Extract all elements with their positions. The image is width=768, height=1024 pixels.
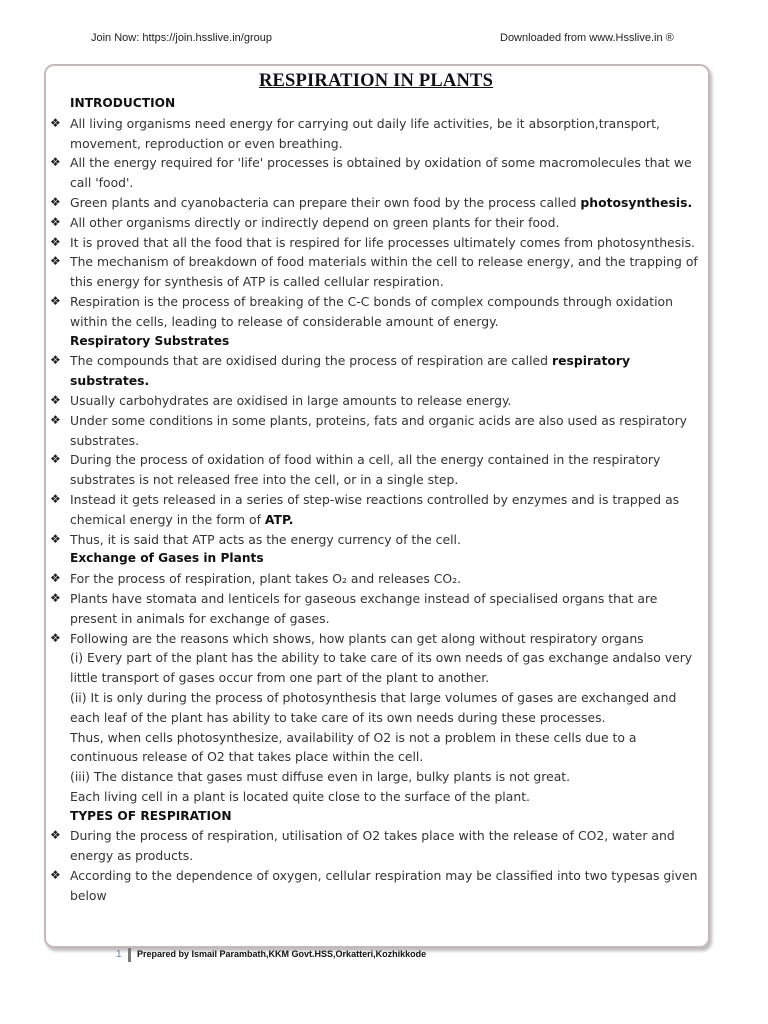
bullet-diamond-icon: ❖ bbox=[50, 353, 61, 368]
list-item: ❖ Plants have stomata and lenticels for gaseous exchange instead of specialised organs that are present in animals for exchange of gases. bbox=[50, 590, 658, 626]
footer-divider bbox=[128, 948, 131, 962]
bullet-diamond-icon: ❖ bbox=[50, 571, 61, 586]
list-item: ❖ All other organisms directly or indirectly depend on green plants for their food. bbox=[48, 213, 704, 233]
author-credit: Prepared by Ismail Parambath,KKM Govt.HSS,Orkatteri,Kozhikkode bbox=[137, 949, 427, 959]
paragraph: (i) Every part of the plant has the ability to take care of its own needs of gas exchange andalso very little transport of gases occur from one part of the plant to another. bbox=[70, 650, 693, 686]
section-heading-gas-exchange: Exchange of Gases in Plants bbox=[70, 551, 264, 566]
page-footer bbox=[0, 948, 768, 966]
list-item: ❖ Usually carbohydrates are oxidised in large amounts to release energy. bbox=[48, 391, 704, 411]
page-header bbox=[0, 32, 768, 48]
list-item: ❖ During the process of respiration, utilisation of O2 takes place with the release of CO2, water and energy as products. bbox=[50, 828, 675, 864]
bullet-diamond-icon: ❖ bbox=[50, 392, 61, 407]
bullet-diamond-icon: ❖ bbox=[50, 194, 61, 209]
bullet-diamond-icon: ❖ bbox=[50, 828, 61, 843]
bold-term: respiratory substrates. bbox=[70, 353, 631, 389]
list-item: ❖ Thus, it is said that ATP acts as the energy currency of the cell. bbox=[48, 530, 704, 550]
page-number: 1 bbox=[116, 949, 122, 960]
list-item: ❖ Following are the reasons which shows, how plants can get along without respiratory organs bbox=[48, 629, 704, 649]
bold-term: ATP. bbox=[264, 511, 294, 527]
document-body bbox=[48, 68, 704, 906]
document-title: RESPIRATION IN PLANTS bbox=[258, 71, 494, 91]
list-item: ❖ According to the dependence of oxygen, cellular respiration may be classified into two typesas given below bbox=[50, 868, 698, 903]
paragraph: Each living cell in a plant is located quite close to the surface of the plant. bbox=[70, 788, 530, 804]
list-item: ❖ For the process of respiration, plant takes O₂ and releases CO₂. bbox=[48, 569, 704, 589]
bullet-diamond-icon: ❖ bbox=[50, 214, 61, 229]
list-item: ❖ Under some conditions in some plants, proteins, fats and organic acids are also used as respiratory substrates. bbox=[50, 412, 688, 448]
paragraph: Thus, when cells photosynthesize, availability of O2 is not a problem in these cells due to a continuous release of O2 that takes place within the cell. bbox=[70, 729, 637, 765]
section-heading-types: TYPES OF RESPIRATION bbox=[70, 808, 232, 823]
list-item: ❖ The mechanism of breakdown of food materials within the cell to release energy, and the trapping of this energy for synthesis of ATP is called cellular respiration. bbox=[50, 254, 698, 290]
bullet-diamond-icon: ❖ bbox=[50, 412, 61, 427]
list-item: ❖ All the energy required for 'life' processes is obtained by oxidation of some macromolecules that we call 'food'. bbox=[50, 155, 692, 191]
download-source-text: Downloaded from www.Hsslive.in ® bbox=[500, 32, 674, 44]
bullet-diamond-icon: ❖ bbox=[50, 590, 61, 605]
section-heading-substrates: Respiratory Substrates bbox=[70, 333, 230, 348]
bullet-diamond-icon: ❖ bbox=[50, 293, 61, 308]
section-heading-introduction: INTRODUCTION bbox=[70, 96, 176, 110]
list-item: ❖ Respiration is the process of breaking of the C-C bonds of complex compounds through oxidation within the cells, leading to release of considerable amount of energy. bbox=[50, 293, 673, 329]
bullet-diamond-icon: ❖ bbox=[50, 868, 61, 883]
bold-term: photosynthesis. bbox=[580, 194, 693, 210]
paragraph: (iii) The distance that gases must diffuse even in large, bulky plants is not great. bbox=[70, 769, 571, 785]
list-item: ❖ Instead it gets released in a series of step-wise reactions controlled by enzymes and is trapped as chemical energy in the form of ATP. bbox=[50, 491, 680, 527]
bullet-diamond-icon: ❖ bbox=[50, 254, 61, 269]
bullet-diamond-icon: ❖ bbox=[50, 491, 61, 506]
list-item: ❖ It is proved that all the food that is respired for life processes ultimately comes from photosynthesis. bbox=[48, 233, 704, 253]
bullet-diamond-icon: ❖ bbox=[50, 630, 61, 645]
list-item: ❖ All living organisms need energy for carrying out daily life activities, be it absorption,transport, movement, reproduction or even breathing. bbox=[50, 115, 660, 151]
join-link-text: Join Now: https://join.hsslive.in/group bbox=[91, 32, 272, 44]
paragraph: (ii) It is only during the process of photosynthesis that large volumes of gases are exchanged and each leaf of the plant has ability to take care of its own needs during these processes. bbox=[70, 689, 677, 725]
bullet-diamond-icon: ❖ bbox=[50, 234, 61, 249]
list-item: ❖ The compounds that are oxidised during the process of respiration are called respiratory substrates. bbox=[50, 353, 631, 389]
bullet-diamond-icon: ❖ bbox=[50, 115, 61, 130]
bullet-diamond-icon: ❖ bbox=[50, 155, 61, 170]
bullet-diamond-icon: ❖ bbox=[50, 452, 61, 467]
list-item: ❖ Green plants and cyanobacteria can prepare their own food by the process called photosynthesis. bbox=[48, 193, 704, 213]
bullet-diamond-icon: ❖ bbox=[50, 531, 61, 546]
list-item: ❖ During the process of oxidation of food within a cell, all the energy contained in the respiratory substrates is not released free into the cell, or in a single step. bbox=[50, 452, 661, 488]
